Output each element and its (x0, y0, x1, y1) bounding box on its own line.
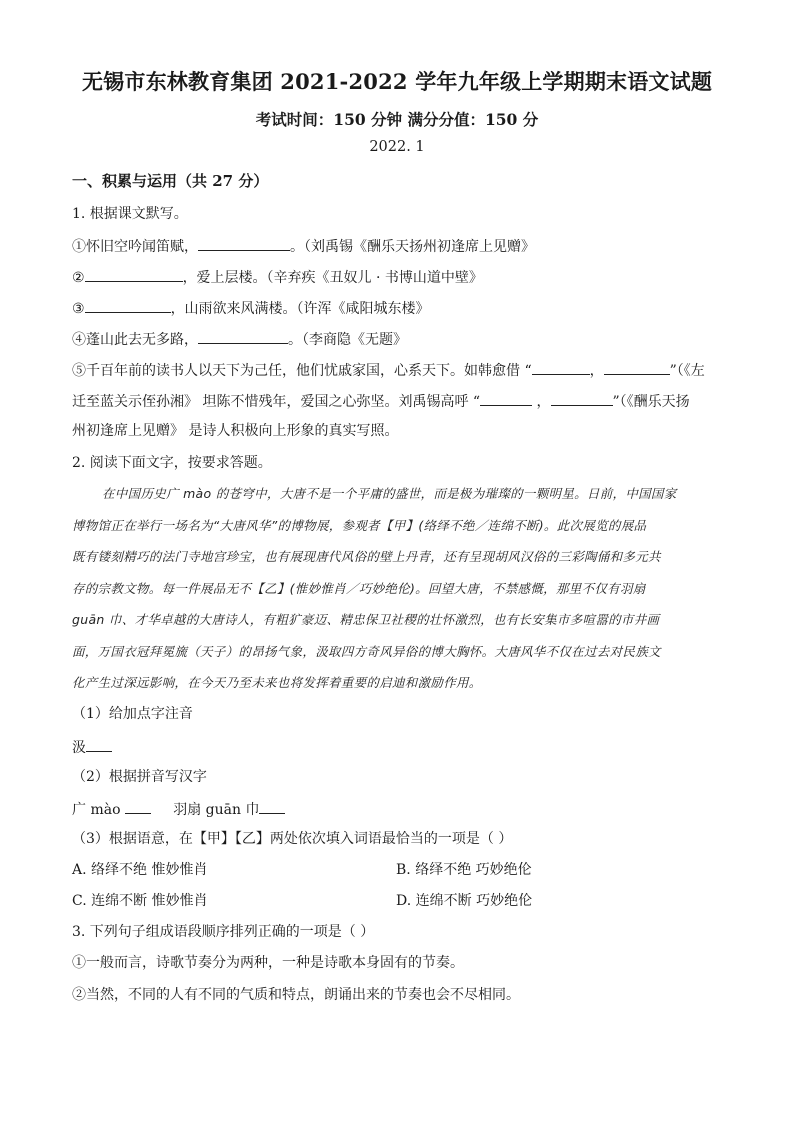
passage-line: 既有镂刻精巧的法门寺地宫珍宝，也有展现唐代风俗的壁上丹青，还有呈现胡风汉俗的三彩陶俑和多元共 (72, 549, 661, 564)
answer-blank[interactable] (604, 359, 670, 375)
answer-blank[interactable] (85, 297, 171, 313)
question-1-item-1 (72, 235, 535, 257)
item-5-text: ， (589, 363, 604, 379)
option-c[interactable]: C. 连绵不断 惟妙惟肖 (72, 893, 208, 909)
item-text-before: ④蓬山此去无多路， (72, 332, 198, 348)
question-3-stem: 3. 下列句子组成语段顺序排列正确的一项是（ ） (72, 924, 375, 940)
answer-blank[interactable] (198, 235, 290, 251)
item-5-text: ”（《酬乐天扬 (612, 394, 690, 410)
question-1-item-5-line-2 (72, 390, 690, 412)
passage-line: guān 巾、才华卓越的大唐诗人，有粗犷豪迈、精忠保卫社稷的壮怀激烈，也有长安集市多喧嚣的市井画 (72, 612, 660, 627)
question-1-item-4 (72, 328, 407, 350)
sub-question-3: （3）根据语意，在【甲】【乙】两处依次填入词语最恰当的一项是（ ） (72, 831, 513, 847)
answer-blank[interactable] (198, 328, 288, 344)
passage-line: 存的宗教文物。每一件展品无不【乙】(惟妙惟肖／巧妙绝伦)。回望大唐，不禁感慨，那里不仅有羽扇 (72, 580, 646, 596)
question-2-stem: 2. 阅读下面文字，按要求答题。 (72, 455, 272, 471)
item-text-after: 。（刘禹锡《酬乐天扬州初逢席上见赠》 (290, 239, 535, 255)
question-3-item-1: ①一般而言，诗歌节奏分为两种，一种是诗歌本身固有的节奏。 (72, 955, 464, 971)
question-1-item-2 (72, 266, 483, 288)
section-heading: 一、积累与运用（共 27 分） (72, 172, 269, 190)
passage-line: 面，万国衣冠拜冕旒（天子）的昂扬气象，汲取四方奇风异俗的博大胸怀。大唐风华不仅在过去对民族文 (72, 643, 661, 659)
reading-passage (72, 478, 724, 699)
answer-blank[interactable] (85, 266, 183, 282)
answer-blank[interactable] (480, 390, 532, 406)
answer-blank[interactable] (551, 390, 613, 406)
question-1-item-3 (72, 297, 430, 319)
sub-question-1-item (72, 736, 112, 758)
item-text-before: ①怀旧空吟闻笛赋， (72, 239, 198, 255)
sub-question-1: （1）给加点字注音 (72, 706, 193, 722)
sub-question-2: （2）根据拼音写汉字 (72, 769, 207, 785)
item-5-text: ， (532, 394, 551, 410)
item-text-after: ，山雨欲来风满楼。（许浑《咸阳城东楼》 (170, 301, 430, 317)
option-b[interactable]: B. 络绎不绝 巧妙绝伦 (396, 862, 532, 878)
answer-blank[interactable] (125, 798, 151, 814)
pinyin-item: 广 mào (72, 802, 121, 818)
dotted-char: 汲 (72, 740, 86, 756)
item-5-text: 迁至蓝关示侄孙湘》 坦陈不惜残年，爱国之心弥坚。刘禹锡高呼 “ (72, 394, 481, 410)
exam-date: 2022. 1 (369, 139, 425, 155)
option-a[interactable]: A. 络绎不绝 惟妙惟肖 (72, 862, 208, 878)
option-d[interactable]: D. 连绵不断 巧妙绝伦 (396, 893, 533, 909)
question-1-item-5-line-1 (72, 359, 705, 381)
answer-blank[interactable] (86, 736, 112, 752)
answer-blank[interactable] (532, 359, 590, 375)
item-text-after: 。（李商隐《无题》 (288, 332, 407, 348)
exam-info: 考试时间：150 分钟 满分分值：150 分 (255, 110, 539, 129)
passage-line: 在中国历史广 mào 的苍穹中，大唐不是一个平庸的盛世，而是极为璀璨的一颗明星。日前，中国国家 (102, 486, 677, 501)
question-1-stem: 1. 根据课文默写。 (72, 206, 188, 222)
passage-line: 博物馆正在举行一场名为“大唐风华”的博物展，参观者【甲】(络绎不绝／连绵不断)。此次展览的展品 (72, 517, 647, 533)
question-1-item-5-line-3: 州初逢席上见赠》 是诗人积极向上形象的真实写照。 (72, 423, 399, 439)
item-text-before: ② (72, 270, 85, 286)
passage-line: 化产生过深远影响，在今天乃至未来也将发挥着重要的启迪和激励作用。 (72, 675, 482, 690)
item-5-text: ⑤千百年前的读书人以天下为己任，他们忧戚家国，心系天下。如韩愈借 “ (72, 363, 532, 379)
item-5-text: ”（《左 (669, 363, 705, 379)
exam-title: 无锡市东林教育集团 2021-2022 学年九年级上学期期末语文试题 (81, 69, 713, 94)
item-text-after: ，爱上层楼。（辛弃疾《丑奴儿 · 书博山道中壁》 (182, 270, 483, 286)
answer-blank[interactable] (259, 798, 285, 814)
sub-question-2-items (72, 798, 285, 820)
pinyin-item: 羽扇 guān 巾 (173, 802, 260, 818)
question-3-item-2: ②当然，不同的人有不同的气质和特点，朗诵出来的节奏也会不尽相同。 (72, 987, 520, 1003)
item-text-before: ③ (72, 301, 85, 317)
